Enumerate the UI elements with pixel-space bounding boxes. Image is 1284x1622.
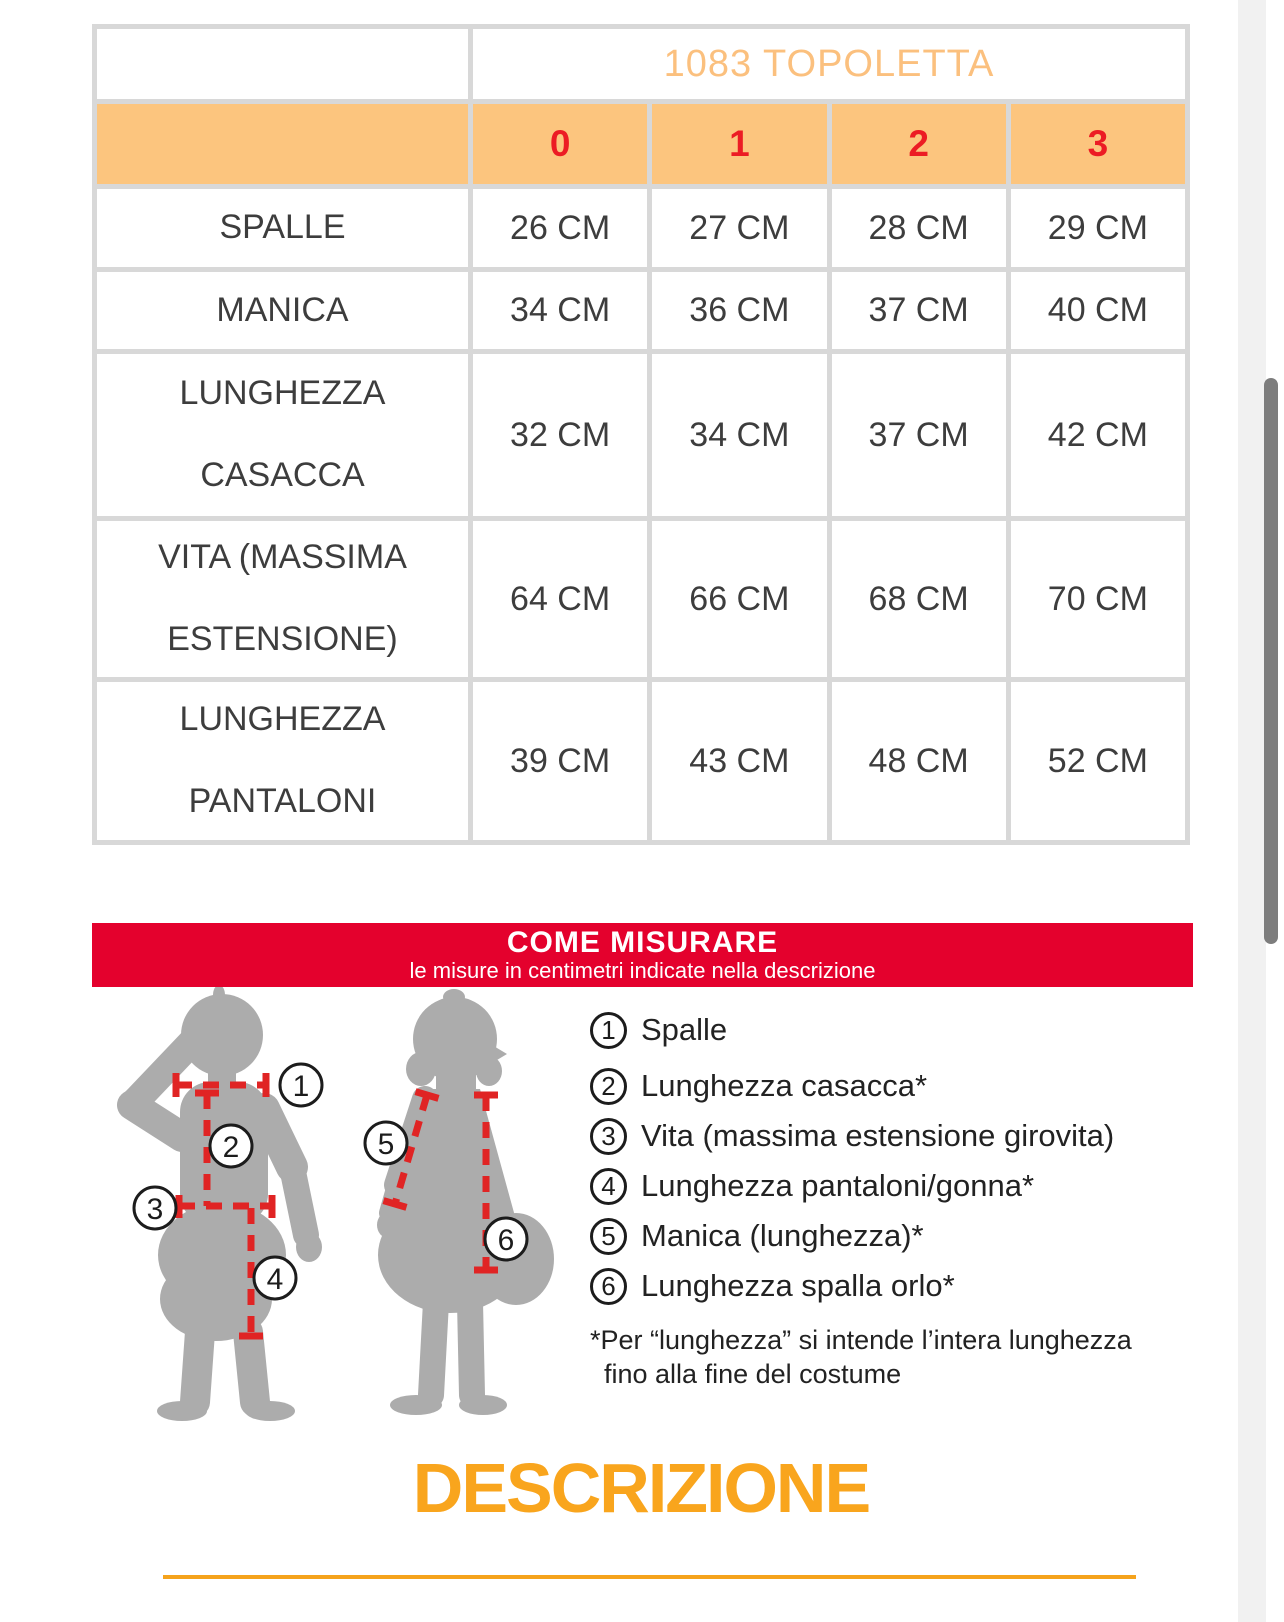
value-cell: 42 CM xyxy=(1011,354,1185,516)
svg-text:4: 4 xyxy=(266,1263,284,1296)
measure-item-manica: 5 Manica (lunghezza)* xyxy=(590,1211,1190,1261)
svg-text:3: 3 xyxy=(146,1193,164,1226)
row-label-vita: VITA (MASSIMA ESTENSIONE) xyxy=(97,521,468,677)
value-cell: 29 CM xyxy=(1011,189,1185,267)
product-title: 1083 TOPOLETTA xyxy=(473,29,1185,99)
size-header-3: 3 xyxy=(1011,104,1185,184)
svg-text:6: 6 xyxy=(497,1224,515,1257)
number-badge: 4 xyxy=(590,1168,627,1205)
value-cell: 70 CM xyxy=(1011,521,1185,677)
measure-guide-title: COME MISURARE xyxy=(506,926,779,959)
svg-text:5: 5 xyxy=(377,1128,395,1161)
value-cell: 26 CM xyxy=(473,189,647,267)
value-cell: 40 CM xyxy=(1011,272,1185,349)
svg-text:2: 2 xyxy=(222,1131,240,1164)
size-header-1: 1 xyxy=(652,104,826,184)
measure-marker-3 xyxy=(134,1187,176,1229)
measure-item-casacca: 2 Lunghezza casacca* xyxy=(590,1061,1190,1111)
number-badge: 5 xyxy=(590,1218,627,1255)
scrollbar-thumb[interactable] xyxy=(1264,378,1278,944)
row-label-lunghezza-casacca: LUNGHEZZA CASACCA xyxy=(97,354,468,516)
number-badge: 1 xyxy=(590,1012,627,1049)
svg-text:1: 1 xyxy=(292,1070,310,1103)
value-cell: 52 CM xyxy=(1011,682,1185,840)
measure-item-spalla-orlo: 6 Lunghezza spalla orlo* xyxy=(590,1261,1190,1311)
number-badge: 3 xyxy=(590,1118,627,1155)
description-section xyxy=(92,1448,1190,1528)
measure-footnote: *Per “lunghezza” si intende l’intera lunghezza fino alla fine del costume xyxy=(590,1325,1132,1389)
scrollbar-track[interactable] xyxy=(1238,0,1266,1622)
measure-guide-banner xyxy=(92,923,1193,987)
girl-silhouette xyxy=(377,989,554,1415)
value-cell: 64 CM xyxy=(473,521,647,677)
measure-marker-6 xyxy=(485,1218,527,1260)
row-label-spalle: SPALLE xyxy=(97,189,468,267)
value-cell: 68 CM xyxy=(832,521,1006,677)
value-cell: 37 CM xyxy=(832,354,1006,516)
size-header-2: 2 xyxy=(832,104,1006,184)
measure-marker-4 xyxy=(254,1257,296,1299)
value-cell: 28 CM xyxy=(832,189,1006,267)
measure-marker-5 xyxy=(365,1122,407,1164)
size-header-0: 0 xyxy=(473,104,647,184)
measure-marker-2 xyxy=(210,1125,252,1167)
value-cell: 34 CM xyxy=(473,272,647,349)
measure-legend xyxy=(590,1005,1190,1311)
value-cell: 43 CM xyxy=(652,682,826,840)
measure-guide-subtitle: le misure in centimetri indicate nella descrizione xyxy=(409,958,876,983)
value-cell: 27 CM xyxy=(652,189,826,267)
number-badge: 2 xyxy=(590,1068,627,1105)
value-cell: 66 CM xyxy=(652,521,826,677)
value-cell: 36 CM xyxy=(652,272,826,349)
measure-guide xyxy=(92,923,1193,1427)
value-cell: 34 CM xyxy=(652,354,826,516)
measure-marker-1 xyxy=(280,1064,322,1106)
size-header-spacer xyxy=(97,104,468,184)
row-label-lunghezza-pantaloni: LUNGHEZZA PANTALONI xyxy=(97,682,468,840)
measure-item-vita: 3 Vita (massima estensione girovita) xyxy=(590,1111,1190,1161)
description-divider xyxy=(163,1575,1136,1579)
measure-item-pantaloni: 4 Lunghezza pantaloni/gonna* xyxy=(590,1161,1190,1211)
number-badge: 6 xyxy=(590,1268,627,1305)
table-corner-cell xyxy=(97,29,468,99)
value-cell: 37 CM xyxy=(832,272,1006,349)
value-cell: 32 CM xyxy=(473,354,647,516)
measure-item-spalle: 1 Spalle xyxy=(590,1005,1190,1055)
value-cell: 48 CM xyxy=(832,682,1006,840)
description-heading: DESCRIZIONE xyxy=(412,1449,870,1527)
size-chart-table xyxy=(92,24,1190,845)
row-label-manica: MANICA xyxy=(97,272,468,349)
value-cell: 39 CM xyxy=(473,682,647,840)
